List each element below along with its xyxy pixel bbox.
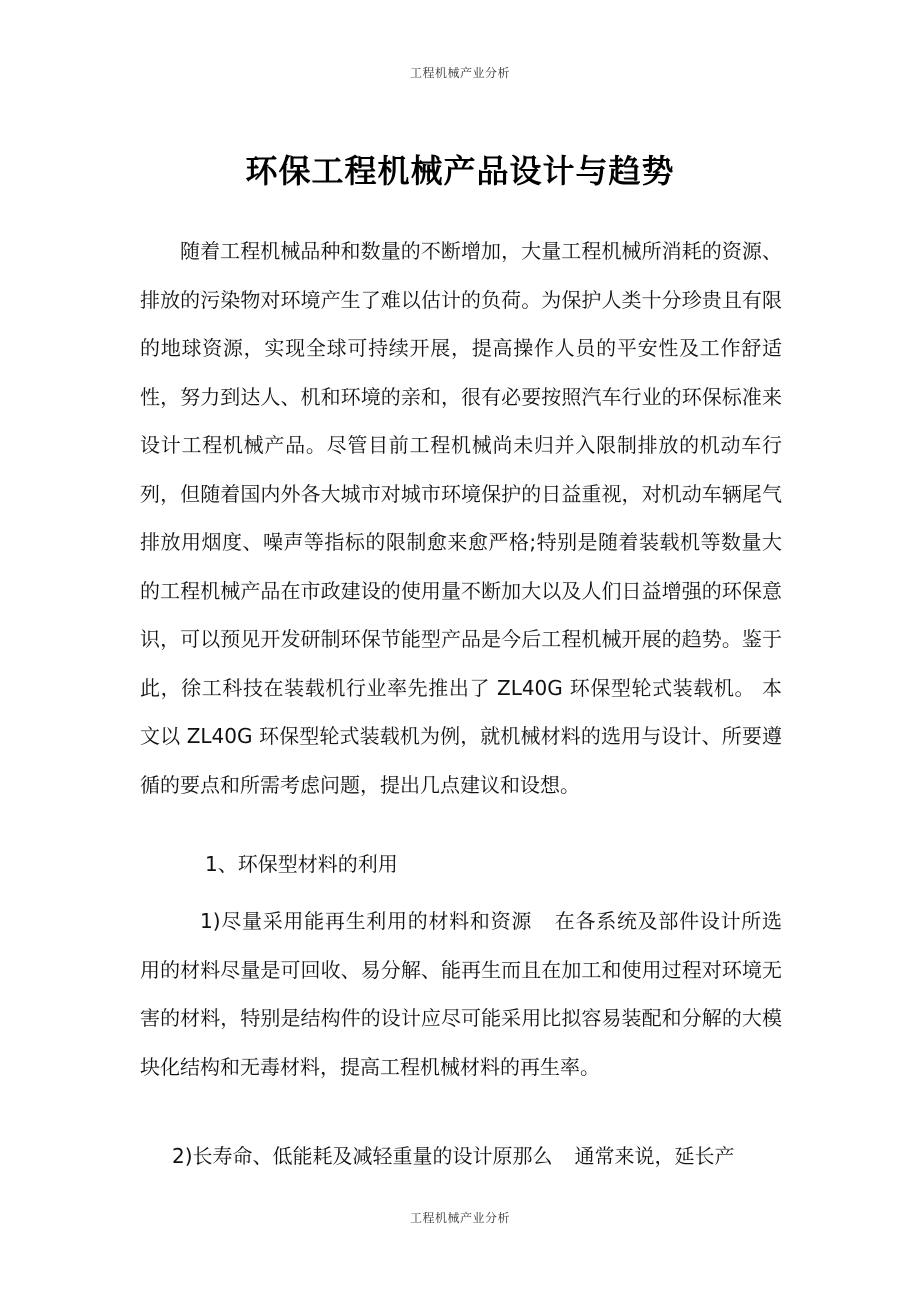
document-title: 环保工程机械产品设计与趋势 [245,152,675,190]
running-footer: 工程机械产业分析 [409,1211,510,1225]
item-2-lead: 2)长寿命、低能耗及减轻重量的设计原那么 [172,1144,553,1168]
item-1-lead: 1)尽量采用能再生利用的材料和资源 [200,909,533,933]
item-2-text: 通常来说，延长产 [574,1144,735,1168]
item-1-text: 在各系统及部件设计所选用的材料尽量是可回收、易分解、能再生而且在加工和使用过程对环境无害的材料，特别是结构件的设计应尽可能采用比拟容易装配和分解的大模块化结构和无毒材料，提高工程机械材料的再生率。 [140,909,783,1079]
running-header: 工程机械产业分析 [409,66,510,80]
section-heading: 1、环保型材料的利用 [205,852,398,876]
item-2-paragraph [172,1140,735,1169]
intro-paragraph: 随着工程机械品种和数量的不断增加，大量工程机械所消耗的资源、排放的污染物对环境产生了难以估计的负荷。为保护人类十分珍贵且有限的地球资源，实现全球可持续开展，提高操作人员的平安性及工作舒适性，努力到达人、机和环境的亲和，很有必要按照汽车行业的环保标准来设计工程机械产品。尽管目前工程机械尚未归并入限制排放的机动车行列，但随着国内外各大城市对城市环境保护的日益重视，对机动车辆尾气排放用烟度、噪声等指标的限制愈来愈严格;特别是随着装载机等数量大的工程机械产品在市政建设的使用量不断加大以及人们日益增强的环保意识，可以预见开发研制环保节能型产品是今后工程机械开展的趋势。鉴于此，徐工科技在装载机行业率先推出了 ZL40G 环保型轮式装载机。 本文以 ZL40G 环保型轮式装载机为例，就机械材料的选用与设计、所要遵循的要点和所需考虑问题，提出几点建议和设想。 [140,239,782,797]
item-1-paragraph [140,897,782,1091]
